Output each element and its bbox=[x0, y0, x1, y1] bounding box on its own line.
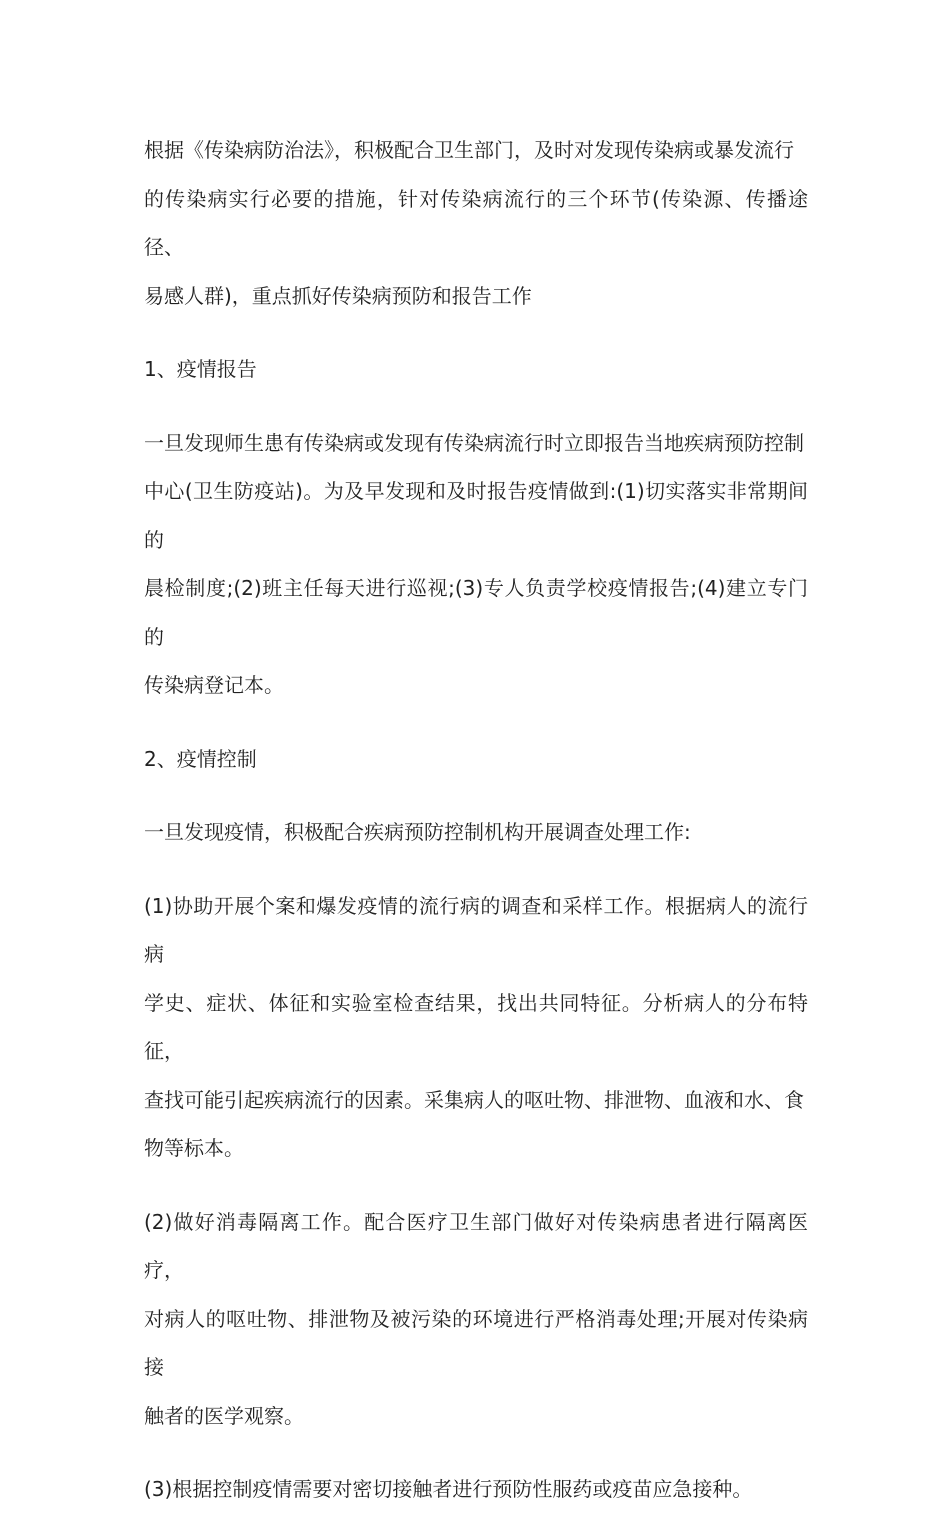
paragraph-gap bbox=[144, 320, 808, 345]
paragraph-gap bbox=[144, 710, 808, 735]
paragraph-gap bbox=[144, 1173, 808, 1198]
section-heading-epidemic-report: 1、疫情报告 bbox=[144, 357, 257, 381]
paragraph-control-item-1: (1)协助开展个案和爆发疫情的流行病的调查和采样工作。根据病人的流行病 学史、症状、体征和实验室检查结果，找出共同特征。分析病人的分布特征， 查找可能引起疾病流行的因素。采集病人的呕吐物、排泄物、血液和水、食 物等标本。 bbox=[144, 893, 808, 1160]
paragraph-control-item-3: (3)根据控制疫情需要对密切接触者进行预防性服药或疫苗应急接种。 bbox=[144, 1477, 753, 1501]
section-heading-epidemic-control: 2、疫情控制 bbox=[144, 746, 257, 771]
document-body bbox=[144, 126, 808, 1514]
paragraph-gap bbox=[144, 783, 808, 808]
paragraph-report-procedure: 一旦发现师生患有传染病或发现有传染病流行时立即报告当地疾病预防控制 中心(卫生防疫站)。为及早发现和及时报告疫情做到:(1)切实落实非常期间的 晨检制度;(2)班主任每天进行巡视;(3)专人负责学校疫情报告;(4)建立专门的 传染病登记本。 bbox=[144, 430, 808, 697]
paragraph-gap bbox=[144, 1440, 808, 1465]
paragraph-gap bbox=[144, 857, 808, 882]
paragraph-control-item-2: (2)做好消毒隔离工作。配合医疗卫生部门做好对传染病患者进行隔离医疗， 对病人的呕吐物、排泄物及被污染的环境进行严格消毒处理;开展对传染病接 触者的医学观察。 bbox=[144, 1209, 808, 1428]
paragraph-control-intro: 一旦发现疫情，积极配合疾病预防控制机构开展调查处理工作: bbox=[144, 820, 691, 844]
paragraph-gap bbox=[144, 394, 808, 419]
paragraph-intro: 根据《传染病防治法》，积极配合卫生部门，及时对发现传染病或暴发流行 的传染病实行必要的措施，针对传染病流行的三个环节(传染源、传播途径、 易感人群)，重点抓好传染病预防和报告工作 bbox=[144, 138, 808, 308]
